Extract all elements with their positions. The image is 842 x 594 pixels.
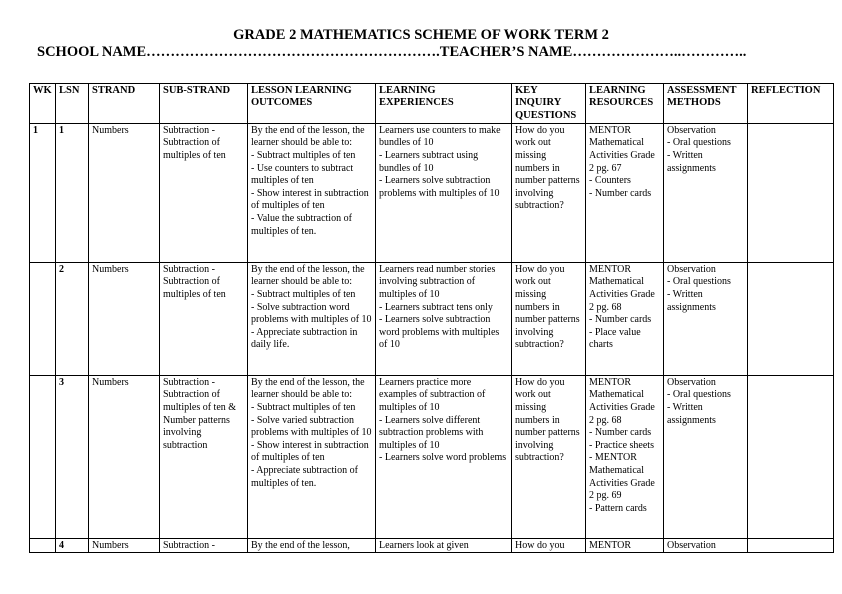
cell-resources: MENTOR Mathematical Activities Grade 2 pg. 68 - Number cards - Place value charts [586, 262, 664, 375]
cell-lsn: 1 [56, 123, 89, 262]
school-teacher-line: SCHOOL NAME…………………………………………………….TEACHER’S NAME…………………..………….. [37, 44, 747, 60]
cell-outcomes: By the end of the lesson, the learner should be able to: - Subtract multiples of ten - Solve varied subtraction problems with multiples of 10 - Show interest in subtraction of multiples of ten - Appreciate subtraction of multiples of ten. [248, 375, 376, 538]
header-row [30, 84, 834, 124]
cell-experiences: Learners read number stories involving subtraction of multiples of 10 - Learners subtract tens only - Learners solve subtraction word problems with multiples of 10 [376, 262, 512, 375]
cell-reflection [748, 123, 834, 262]
cell-wk [30, 375, 56, 538]
cell-inquiry-questions: How do you [512, 538, 586, 552]
col-header-experiences: LEARNING EXPERIENCES [376, 84, 512, 124]
cell-sub-strand: Subtraction - Subtraction of multiples of ten & Number patterns involving subtraction [160, 375, 248, 538]
cell-reflection [748, 262, 834, 375]
cell-resources: MENTOR Mathematical Activities Grade 2 pg. 67 - Counters - Number cards [586, 123, 664, 262]
col-header-resources: LEARNING RESOURCES [586, 84, 664, 124]
col-header-inquiry-questions: KEY INQUIRY QUESTIONS [512, 84, 586, 124]
cell-strand: Numbers [89, 375, 160, 538]
col-header-wk: WK [30, 84, 56, 124]
cell-inquiry-questions: How do you work out missing numbers in number patterns involving subtraction? [512, 123, 586, 262]
cell-lsn: 2 [56, 262, 89, 375]
cell-assessment: Observation - Oral questions - Written assignments [664, 375, 748, 538]
cell-experiences: Learners look at given [376, 538, 512, 552]
col-header-assessment: ASSESSMENT METHODS [664, 84, 748, 124]
cell-sub-strand: Subtraction - Subtraction of multiples of ten [160, 262, 248, 375]
cell-outcomes: By the end of the lesson, [248, 538, 376, 552]
cell-outcomes: By the end of the lesson, the learner should be able to: - Subtract multiples of ten - Solve subtraction word problems with multiples of 10 - Appreciate subtraction in daily life. [248, 262, 376, 375]
cell-strand: Numbers [89, 123, 160, 262]
col-header-strand: STRAND [89, 84, 160, 124]
cell-reflection [748, 375, 834, 538]
cell-assessment: Observation - Oral questions - Written assignments [664, 123, 748, 262]
cell-experiences: Learners use counters to make bundles of 10 - Learners subtract using bundles of 10 - Learners solve subtraction problems with multiples of 10 [376, 123, 512, 262]
document-title: GRADE 2 MATHEMATICS SCHEME OF WORK TERM 2 [233, 27, 609, 43]
cell-resources: MENTOR Mathematical Activities Grade 2 pg. 68 - Number cards - Practice sheets - MENTOR Mathematical Activities Grade 2 pg. 69 - Pattern cards [586, 375, 664, 538]
cell-reflection [748, 538, 834, 552]
col-header-reflection: REFLECTION [748, 84, 834, 124]
col-header-outcomes: LESSON LEARNING OUTCOMES [248, 84, 376, 124]
cell-wk [30, 538, 56, 552]
cell-assessment: Observation [664, 538, 748, 552]
cell-wk [30, 262, 56, 375]
col-header-sub-strand: SUB-STRAND [160, 84, 248, 124]
cell-sub-strand: Subtraction - Subtraction of multiples of ten [160, 123, 248, 262]
cell-inquiry-questions: How do you work out missing numbers in number patterns involving subtraction? [512, 375, 586, 538]
col-header-lsn: LSN [56, 84, 89, 124]
scheme-of-work-table [29, 83, 834, 553]
cell-strand: Numbers [89, 538, 160, 552]
cell-wk: 1 [30, 123, 56, 262]
table-row [30, 375, 834, 538]
table-row [30, 538, 834, 552]
table-row [30, 262, 834, 375]
cell-strand: Numbers [89, 262, 160, 375]
table-row [30, 123, 834, 262]
cell-lsn: 4 [56, 538, 89, 552]
cell-assessment: Observation - Oral questions - Written assignments [664, 262, 748, 375]
cell-experiences: Learners practice more examples of subtraction of multiples of 10 - Learners solve different subtraction problems with multiples of 10 - Learners solve word problems [376, 375, 512, 538]
cell-inquiry-questions: How do you work out missing numbers in number patterns involving subtraction? [512, 262, 586, 375]
cell-outcomes: By the end of the lesson, the learner should be able to: - Subtract multiples of ten - Use counters to subtract multiples of ten - Show interest in subtraction of multiples of ten - Value the subtraction of multiples of ten. [248, 123, 376, 262]
cell-lsn: 3 [56, 375, 89, 538]
cell-sub-strand: Subtraction - [160, 538, 248, 552]
cell-resources: MENTOR [586, 538, 664, 552]
